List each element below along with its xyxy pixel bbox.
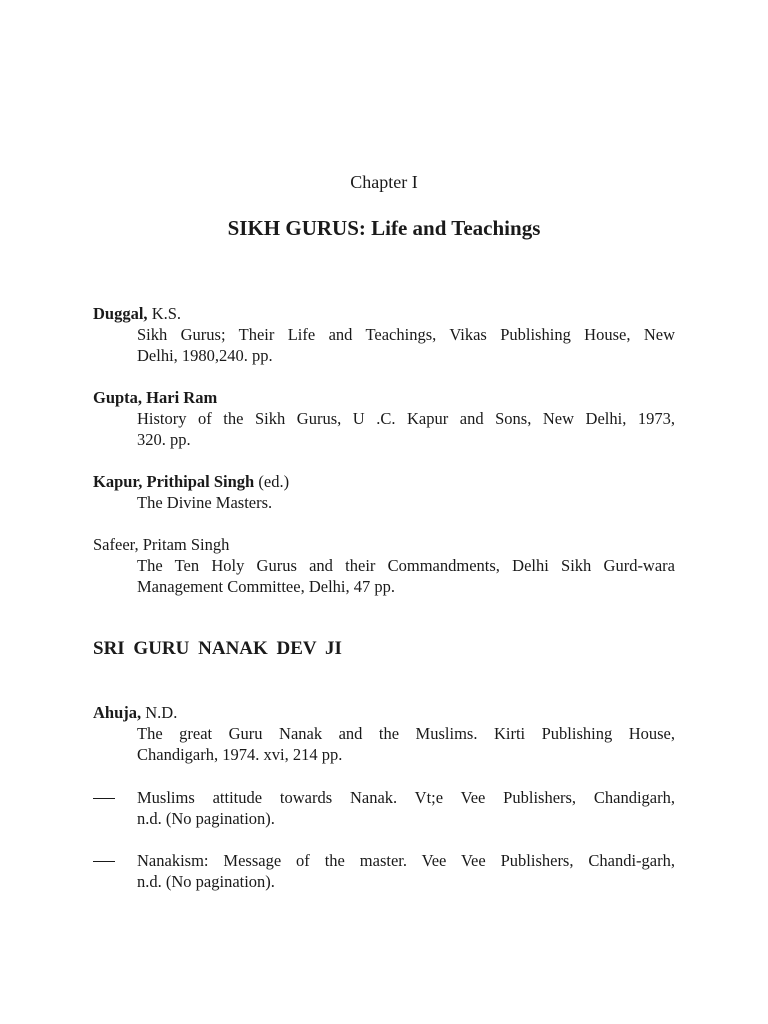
bibliography-entry-safeer xyxy=(93,534,675,597)
author-name-plain: Safeer, Pritam Singh xyxy=(93,535,230,554)
chapter-title: SIKH GURUS: Life and Teachings xyxy=(227,216,541,240)
citation-line: Delhi, 1980,240. pp. xyxy=(137,346,273,365)
entry-citation xyxy=(93,408,675,450)
citation-line: Sikh Gurus; Their Life and Teachings, Vikas Publishing House, New xyxy=(137,325,675,344)
entry-author xyxy=(93,387,675,408)
entry-author xyxy=(93,303,675,324)
entry-author xyxy=(93,471,675,492)
entry-citation xyxy=(93,492,675,513)
author-initials: N.D. xyxy=(141,703,178,722)
entry-author xyxy=(93,534,675,555)
entry-citation xyxy=(93,555,675,597)
bibliography-entry-ditto xyxy=(93,850,675,892)
citation-line: 320. pp. xyxy=(137,430,191,449)
author-name: Gupta, Hari Ram xyxy=(93,388,218,407)
citation-line: History of the Sikh Gurus, U .C. Kapur and Sons, New Delhi, 1973, xyxy=(137,409,675,428)
bibliography-entry-gupta xyxy=(93,387,675,450)
bibliography-entry-ditto xyxy=(93,787,675,829)
citation-line: Nanakism: Message of the master. Vee Vee Publishers, Chandi-garh, xyxy=(137,851,675,870)
entry-citation xyxy=(93,787,675,829)
bibliography-entry-ahuja xyxy=(93,702,675,765)
citation-line: Chandigarh, 1974. xvi, 214 pp. xyxy=(137,745,343,764)
entry-citation xyxy=(93,324,675,366)
author-editor-note: (ed.) xyxy=(254,472,290,491)
citation-line: Management Committee, Delhi, 47 pp. xyxy=(137,577,395,596)
entry-author xyxy=(93,702,675,723)
ditto-dash xyxy=(93,787,115,808)
citation-line: The Ten Holy Gurus and their Commandments, Delhi Sikh Gurd-wara xyxy=(137,556,675,575)
citation-line: n.d. (No pagination). xyxy=(137,809,275,828)
author-name: Ahuja, xyxy=(93,703,142,722)
citation-line: Muslims attitude towards Nanak. Vt;e Vee Publishers, Chandigarh, xyxy=(137,788,675,807)
author-name: Duggal, xyxy=(93,304,148,323)
author-name: Kapur, Prithipal Singh xyxy=(93,472,255,491)
author-initials: K.S. xyxy=(147,304,182,323)
bibliography-entry-kapur xyxy=(93,471,675,513)
citation-line: n.d. (No pagination). xyxy=(137,872,275,891)
chapter-label: Chapter I xyxy=(350,172,418,192)
ditto-dash xyxy=(93,850,115,871)
entry-citation xyxy=(93,723,675,765)
section-heading: SRI GURU NANAK DEV JI xyxy=(93,638,342,659)
bibliography-entry-duggal xyxy=(93,303,675,366)
citation-line: The great Guru Nanak and the Muslims. Kirti Publishing House, xyxy=(137,724,675,743)
citation-line: The Divine Masters. xyxy=(137,493,273,512)
entry-citation xyxy=(93,850,675,892)
